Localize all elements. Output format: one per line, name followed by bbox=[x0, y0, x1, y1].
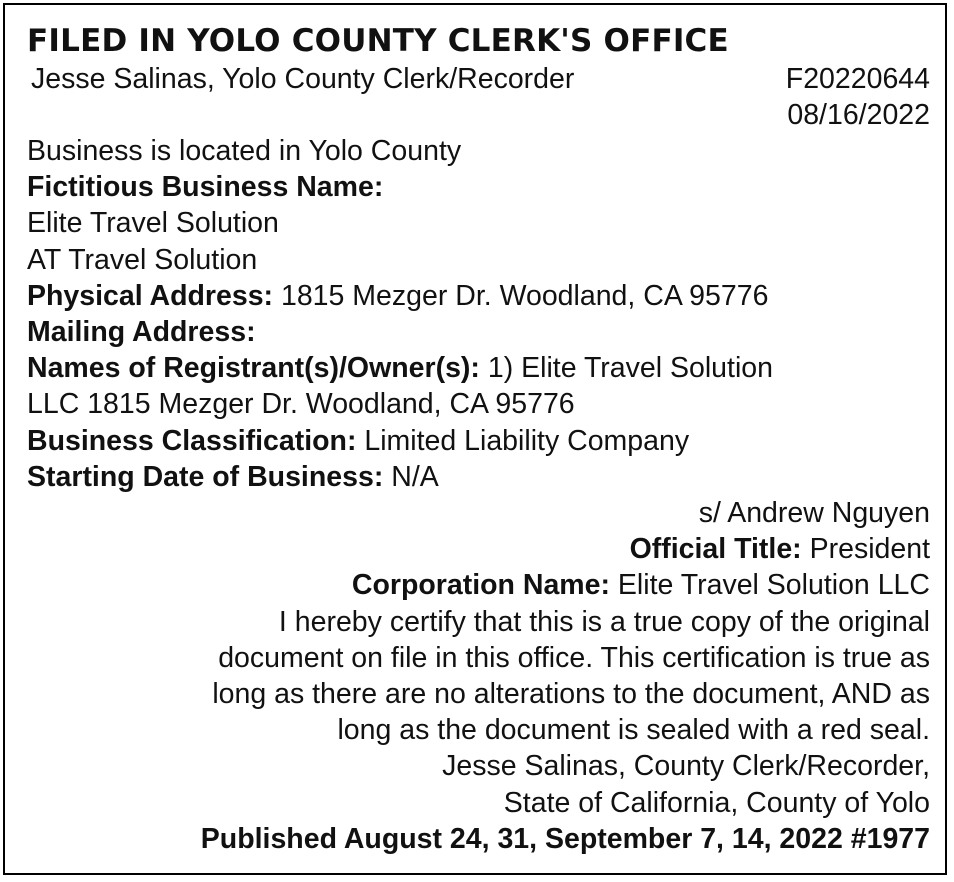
mailing-address-line bbox=[27, 314, 930, 350]
classification-line bbox=[27, 423, 930, 459]
official-title-label: Official Title: bbox=[629, 533, 802, 566]
file-block bbox=[786, 61, 930, 133]
legal-notice bbox=[3, 3, 947, 875]
mailing-address-label: Mailing Address: bbox=[27, 316, 256, 349]
registrant-value-2: LLC 1815 Mezger Dr. Woodland, CA 95776 bbox=[27, 388, 575, 421]
certification-line-5: Jesse Salinas, County Clerk/Recorder, bbox=[442, 750, 930, 783]
notice-content bbox=[27, 21, 930, 857]
published-dates: Published August 24, 31, September 7, 14, 2022 #1977 bbox=[200, 822, 930, 855]
clerk-name: Jesse Salinas, Yolo County Clerk/Recorder bbox=[31, 63, 575, 95]
file-number: F20220644 bbox=[785, 63, 930, 95]
certification-line-3: long as there are no alterations to the document, AND as bbox=[212, 678, 930, 711]
corporation-value: Elite Travel Solution LLC bbox=[617, 569, 930, 602]
certification-line-1: I hereby certify that this is a true copy of the original bbox=[278, 605, 930, 638]
registrant-line bbox=[27, 350, 930, 386]
physical-address-line bbox=[27, 278, 930, 314]
corporation-line bbox=[27, 567, 930, 603]
registrant-label: Names of Registrant(s)/Owner(s): bbox=[27, 352, 480, 385]
start-date-label: Starting Date of Business: bbox=[27, 460, 384, 493]
signature: s/ Andrew Nguyen bbox=[698, 497, 930, 530]
start-date-value: N/A bbox=[391, 460, 439, 493]
certification-line-4: long as the document is sealed with a red seal. bbox=[337, 714, 930, 747]
certification-line-6: State of California, County of Yolo bbox=[503, 786, 930, 819]
file-date: 08/16/2022 bbox=[787, 99, 930, 131]
filing-header: FILED IN YOLO COUNTY CLERK'S OFFICE bbox=[27, 23, 729, 59]
classification-label: Business Classification: bbox=[27, 424, 357, 457]
registrant-value-1: 1) Elite Travel Solution bbox=[487, 352, 773, 385]
physical-address-value: 1815 Mezger Dr. Woodland, CA 95776 bbox=[280, 279, 769, 312]
classification-value: Limited Liability Company bbox=[364, 424, 690, 457]
fbn-label: Fictitious Business Name: bbox=[27, 171, 384, 204]
official-title-line bbox=[27, 531, 930, 567]
clerk-row bbox=[27, 61, 930, 131]
corporation-label: Corporation Name: bbox=[351, 569, 610, 602]
business-location: Business is located in Yolo County bbox=[27, 135, 462, 167]
fbn-label-line bbox=[27, 169, 930, 205]
published-line bbox=[27, 821, 930, 857]
fbn-name-1: Elite Travel Solution bbox=[27, 207, 279, 240]
official-title-value: President bbox=[809, 533, 930, 566]
certification-line-2: document on file in this office. This certification is true as bbox=[218, 641, 930, 674]
start-date-line bbox=[27, 459, 930, 495]
fbn-name-2: AT Travel Solution bbox=[27, 243, 258, 276]
physical-address-label: Physical Address: bbox=[27, 279, 274, 312]
